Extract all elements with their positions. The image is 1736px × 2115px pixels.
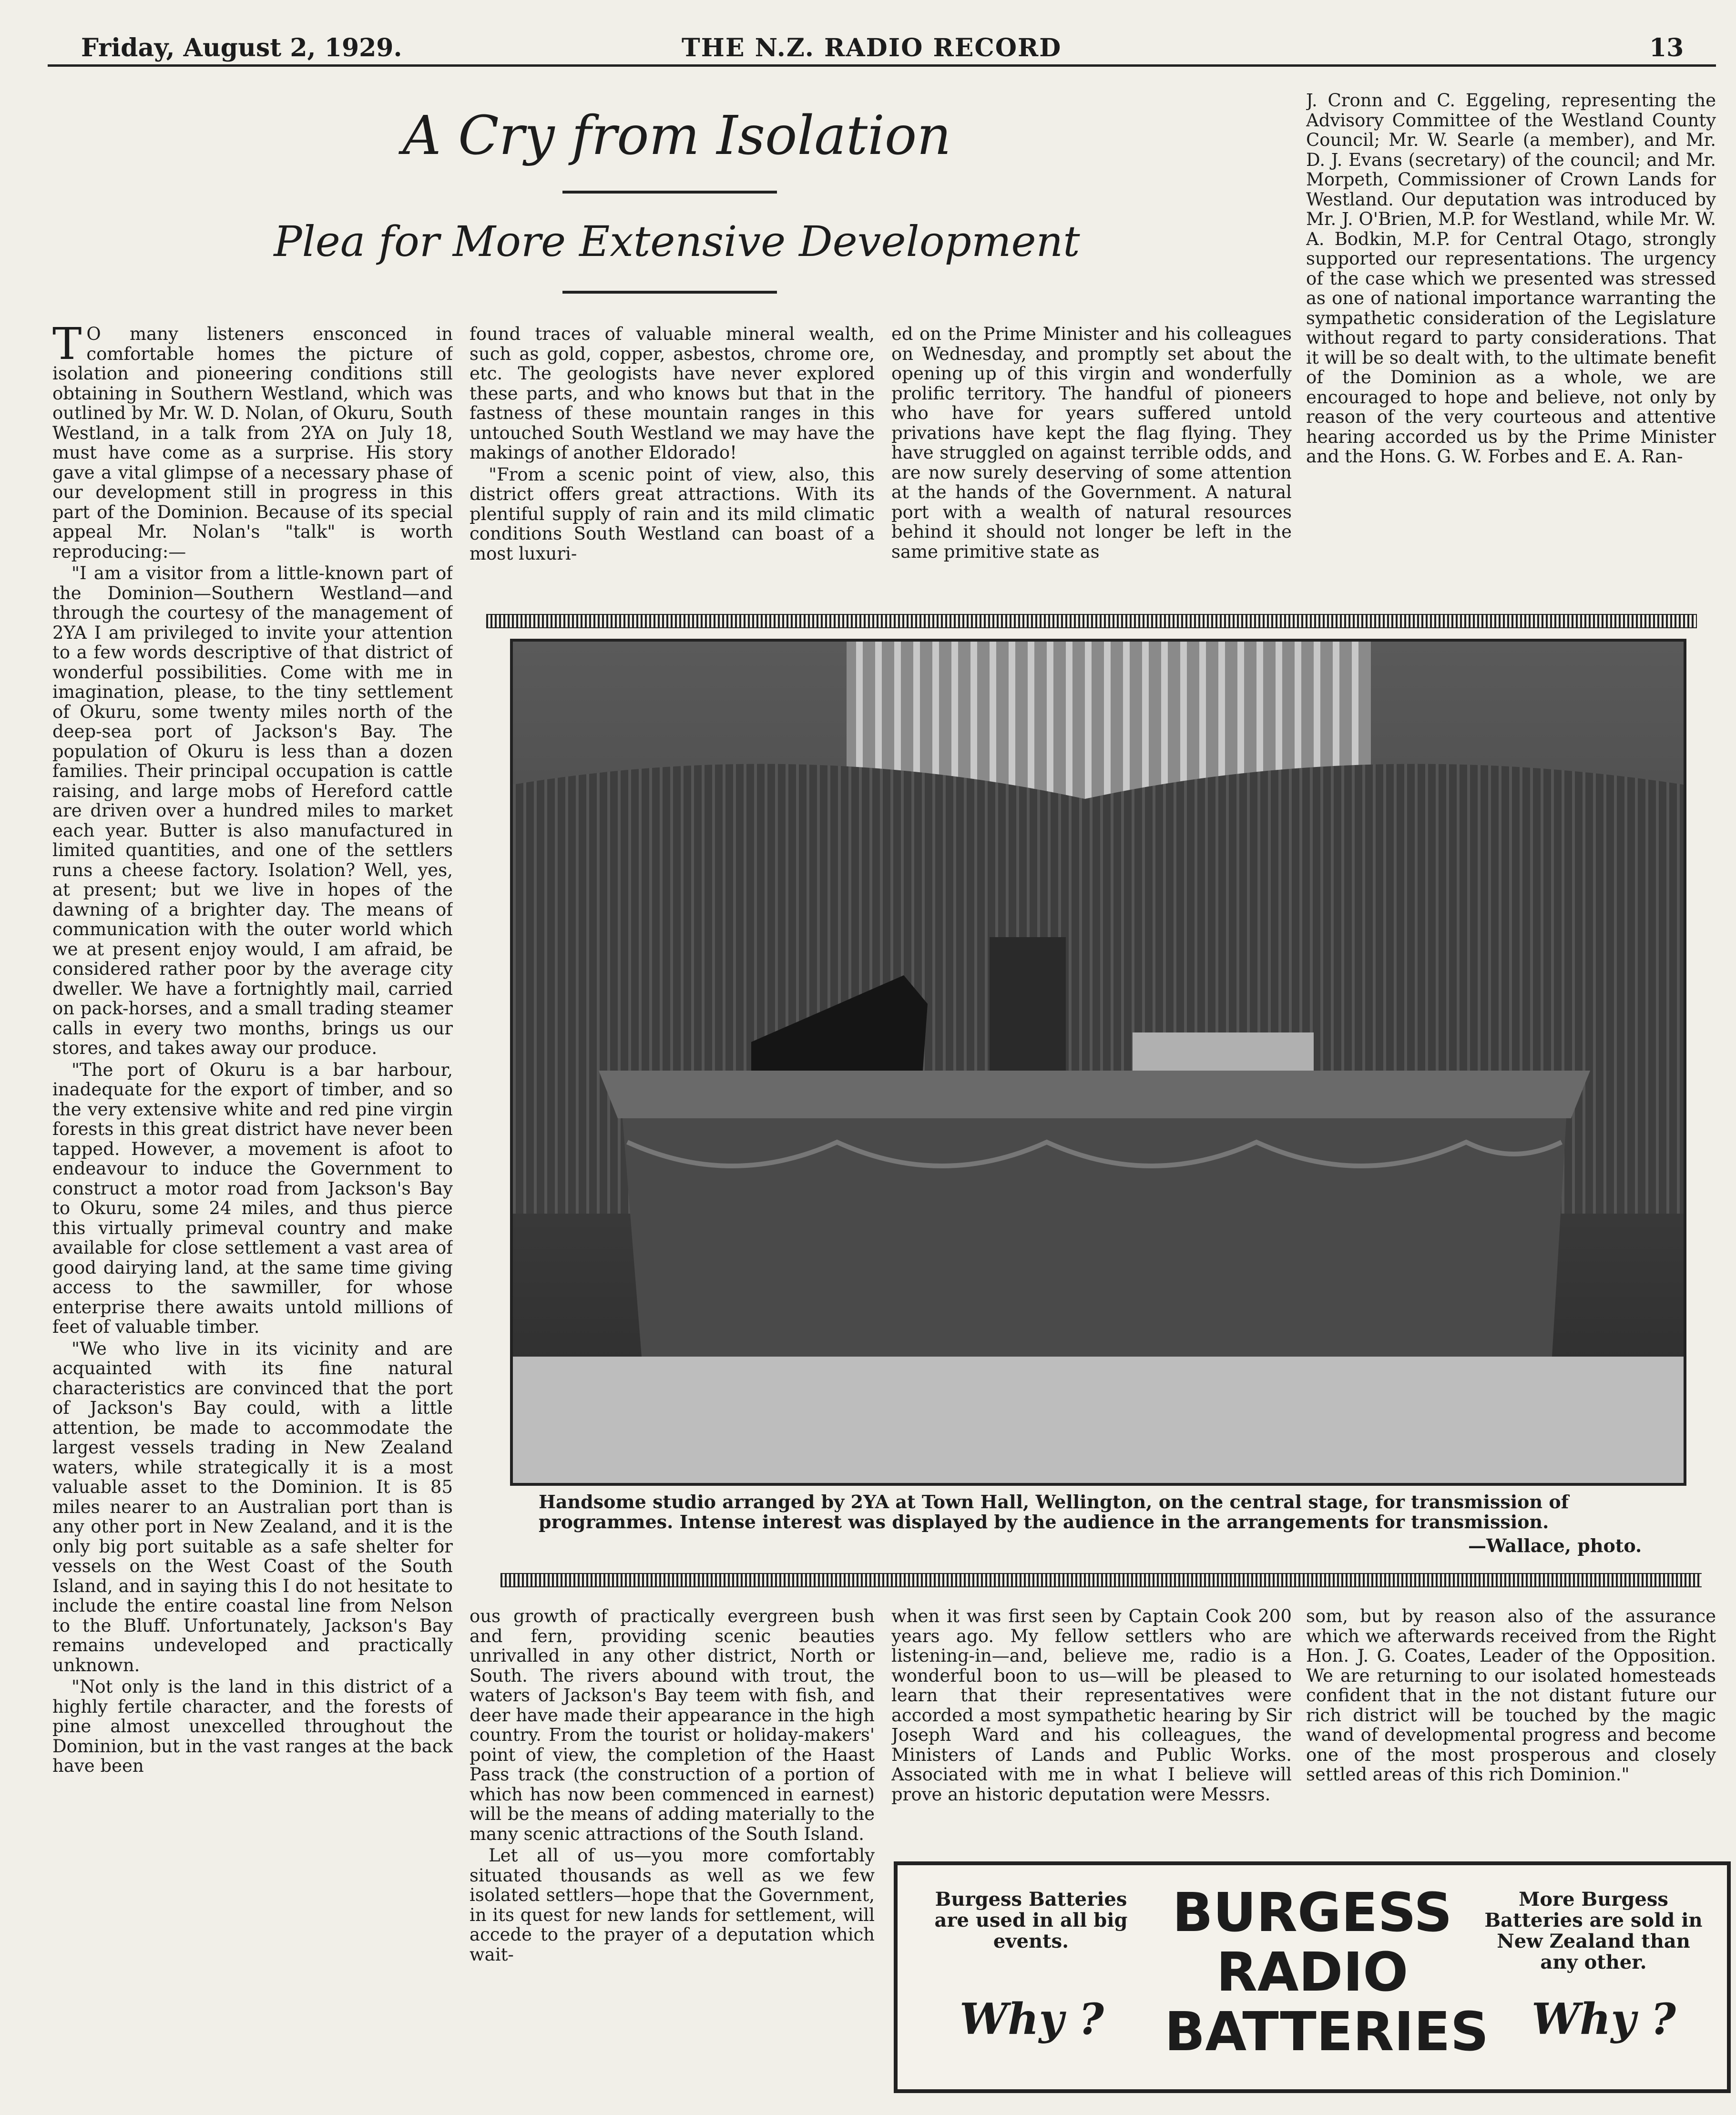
column-4-bottom — [1306, 1606, 1716, 1845]
column-2-bottom — [470, 1606, 875, 2097]
studio-photo — [510, 639, 1686, 1486]
column-3-bottom — [891, 1606, 1292, 1845]
column-4-top — [1306, 91, 1716, 601]
paragraph: "We who live in its vicinity and are acquainted with its fine natural characteristics are convinced that the port of Jackson's Bay could, with a little attention, be made to accommodate the largest vessels trading in New Zealand waters, while strategically it is a most valuable asset to the Dominion. It is 85 miles nearer to an Australian port than is any other port in New Zealand, and it is the only big port suitable as a safe shelter for vessels on the West Coast of the South Island, and in saying this I do not hesitate to include the entire coastal line from Nelson to the Bluff. Unfortunately, Jackson's Bay remains undeveloped and practically unknown. — [52, 1338, 453, 1676]
paragraph: som, but by reason also of the assurance which we afterwards received from the Right Hon. J. G. Coates, Leader of the Opposition. We are returning to our isolated homesteads confident that in the not distant future our rich district will be touched by the magic wand of developmental progress and become one of the most prosperous and closely settled areas of this rich Dominion." — [1306, 1606, 1716, 1785]
paragraph: "I am a visitor from a little-known part of the Dominion—Southern Westland—and through the courtesy of the management of 2YA I am privileged to invite your attention to a few words descriptive of that district of wonderful possibilities. Come with me in imagination, please, to the tiny settlement of Okuru, some twenty miles north of the deep-sea port of Jackson's Bay. The population of Okuru is less than a dozen families. Their principal occupation is cattle raising, and large mobs of Hereford cattle are driven over a hundred miles to market each year. Butter is also manufactured in limited quantities, and one of the settlers runs a cheese factory. Isolation? Well, yes, at present; but we live in hopes of the dawning of a brighter day. The means of communication with the outer world which we at present enjoy would, I am afraid, be considered rather poor by the average city dweller. We have a fortnightly mail, carried on pack-horses, and a small trading steamer calls in every two months, brings us our stores, and takes away our produce. — [52, 563, 453, 1058]
ad-why-right: Why ? — [1532, 1994, 1676, 2044]
hatched-rule-bottom — [500, 1573, 1702, 1587]
column-3-top — [891, 324, 1292, 601]
burgess-advertisement — [894, 1861, 1731, 2093]
ad-left-text: Burgess Batteries are used in all big events. — [934, 1888, 1128, 1952]
header-rule — [48, 64, 1716, 67]
column-1 — [52, 324, 453, 2097]
ad-right-text: More Burgess Batteries are sold in New Zealand than any other. — [1484, 1888, 1703, 1973]
photo-caption: Handsome studio arranged by 2YA at Town Hall, Wellington, on the central stage, for transmission of programmes. Intense interest was displayed by the audience in the arrangements for transmission. — [539, 1491, 1569, 1533]
title-rule — [562, 191, 777, 194]
ad-brand-line-3: BATTERIES — [1164, 2001, 1489, 2063]
studio-illustration — [513, 642, 1684, 1483]
paragraph: ous growth of practically evergreen bush and fern, providing scenic beauties unrivalled in any other district, North or South. The rivers abound with trout, the waters of Jackson's Bay teem with fish, and deer have made their appearance in the high country. From the tourist or holiday-makers' point of view, the completion of the Haast Pass track (the construction of a portion of which has now been commenced in earnest) will be the means of adding materially to the many scenic attractions of the South Island. — [470, 1606, 875, 1844]
ad-brand-line-1: BURGESS — [1172, 1882, 1452, 1944]
paragraph: "The port of Okuru is a bar harbour, inadequate for the export of timber, and so the very extensive white and red pine virgin forests in this great district have never been tapped. However, a movement is afoot to endeavour to induce the Government to construct a motor road from Jackson's Bay to Okuru, some 24 miles, and thus pierce this virtually primeval country and make available for close settlement a vast area of good dairying land, at the same time giving access to the sawmiller, for whose enterprise there awaits untold millions of feet of valuable timber. — [52, 1059, 453, 1337]
hatched-rule-top — [486, 614, 1697, 628]
page-number: 13 — [1649, 33, 1684, 62]
publication-name: THE N.Z. RADIO RECORD — [682, 33, 1062, 62]
drop-cap: T — [52, 324, 82, 369]
ad-why-left: Why ? — [960, 1994, 1104, 2044]
paragraph: J. Cronn and C. Eggeling, representing the Advisory Committee of the Westland County Council; Mr. W. Searle (a member), and Mr. D. J. Evans (secretary) of the council; and Mr. Morpeth, Commissioner of Crown Lands for Westland. Our deputation was introduced by Mr. J. O'Brien, M.P. for Westland, while Mr. W. A. Bodkin, M.P. for Central Otago, strongly supported our representations. The urgency of the case which we presented was stressed as one of national importance warranting the sympathetic consideration of the Legislature without regard to party considerations. That it will be so dealt with, to the ultimate benefit of the Dominion as a whole, we are encouraged to hope and believe, not only by reason of the very courteous and attentive hearing accorded us by the Prime Minister and the Hons. G. W. Forbes and E. A. Ran- — [1306, 91, 1716, 467]
paragraph: Let all of us—you more comfortably situated thousands as well as we few isolated settlers—hope that the Government, in its quest for new lands for settlement, will accede to the prayer of a deputation which wait- — [470, 1845, 875, 1965]
issue-date: Friday, August 2, 1929. — [81, 33, 402, 62]
ad-brand-line-2: RADIO — [1216, 1941, 1409, 2003]
paragraph: "From a scenic point of view, also, this district offers great attractions. With its plentiful supply of rain and its mild climatic conditions South Westland can boast of a most luxuri- — [470, 464, 875, 564]
subtitle-rule — [562, 291, 777, 294]
paragraph: found traces of valuable mineral wealth, such as gold, copper, asbestos, chrome ore, etc. The geologists have never explored these parts, and who knows but that in the fastness of these mountain ranges in this untouched South Westland we may have the makings of another Eldorado! — [470, 324, 875, 463]
paragraph: when it was first seen by Captain Cook 200 years ago. My fellow settlers who are listening-in—and, believe me, radio is a wonderful boon to us—will be pleased to learn that their representatives were accorded a most sympathetic hearing by Sir Joseph Ward and his colleagues, the Ministers of Lands and Public Works. Associated with me in what I believe will prove an historic deputation were Messrs. — [891, 1606, 1292, 1805]
paragraph: "Not only is the land in this district of a highly fertile character, and the forests of pine almost unexcelled throughout the Dominion, but in the vast ranges at the back have been — [52, 1676, 453, 1776]
article-subtitle: Plea for More Extensive Development — [274, 217, 1080, 266]
column-2-top — [470, 324, 875, 601]
paragraph: O many listeners ensconced in comfortable homes the picture of isolation and pioneering conditions still obtaining in Southern Westland, which was outlined by Mr. W. D. Nolan, of Okuru, South Westland, in a talk from 2YA on July 18, must have come as a surprise. His story gave a vital glimpse of a necessary phase of our development still in progress in this part of the Dominion. Because of its special appeal Mr. Nolan's "talk" is worth reproducing:— — [52, 324, 453, 562]
photo-credit: —Wallace, photo. — [1468, 1535, 1642, 1556]
paragraph: ed on the Prime Minister and his colleagues on Wednesday, and promptly set about the opening up of this virgin and wonderfully prolific territory. The handful of pioneers who have for years suffered untold privations have kept the flag flying. They have struggled on against terrible odds, and are now surely deserving of some attention at the hands of the Government. A natural port with a wealth of natural resources behind it should not longer be left in the same primitive state as — [891, 324, 1292, 562]
article-title: A Cry from Isolation — [402, 105, 951, 167]
